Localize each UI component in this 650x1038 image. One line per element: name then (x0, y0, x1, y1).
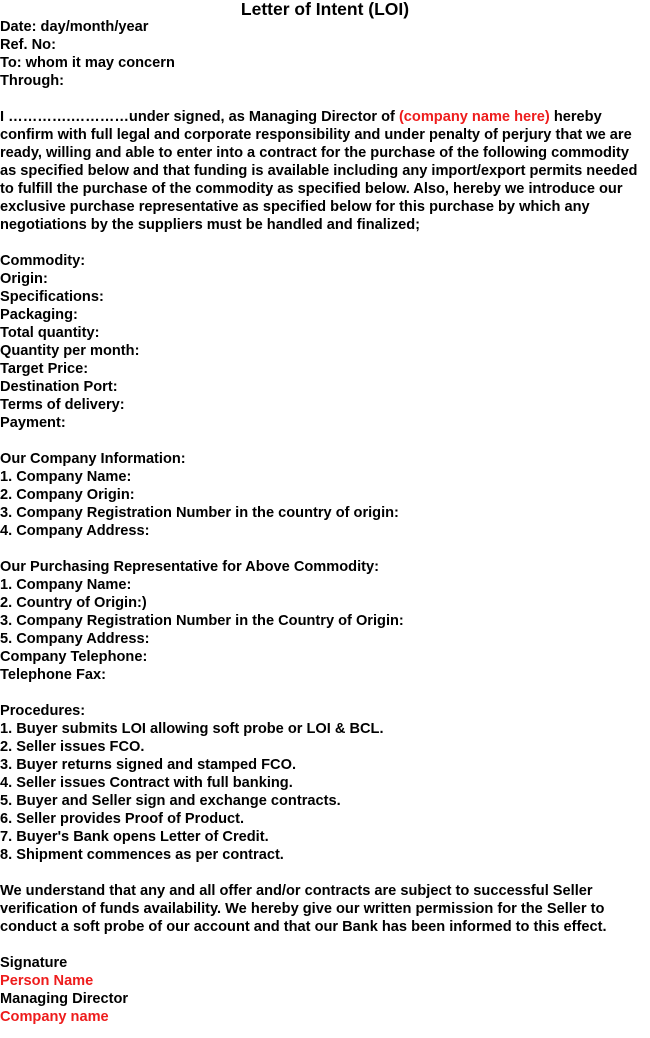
representative-heading: Our Purchasing Representative for Above Commodity: (0, 559, 379, 575)
field-quantity-per-month: Quantity per month: (0, 343, 140, 359)
company-name-placeholder: (company name here) (398, 109, 550, 125)
document-title: Letter of Intent (LOI) (240, 0, 410, 19)
spacer (0, 684, 650, 702)
field-target-price: Target Price: (0, 361, 89, 377)
spacer (0, 432, 650, 450)
company-info-item: 4. Company Address: (0, 523, 150, 539)
procedure-step: 7. Buyer's Bank opens Letter of Credit. (0, 829, 269, 845)
spacer (0, 234, 650, 252)
representative-item: Company Telephone: (0, 649, 148, 665)
representative-item: 5. Company Address: (0, 631, 150, 647)
spacer (0, 936, 650, 954)
company-info-item: 2. Company Origin: (0, 487, 135, 503)
company-info-item: 3. Company Registration Number in the country of origin: (0, 505, 399, 521)
field-total-quantity: Total quantity: (0, 325, 100, 341)
intro-post-text: hereby confirm with full legal and corporate responsibility and under penalty of perjury that we are ready, willing and able to enter into a contract for the purchase of the following commodity as specified below and that funding is available including any import/export permits needed to fulfill the purchase of the commodity as specified below. Also, hereby we introduce our exclusive purchase representative as specified below for this purchase by which any negotiations by the suppliers must be handled and finalized; (0, 109, 638, 233)
spacer (0, 90, 650, 108)
procedure-step: 3. Buyer returns signed and stamped FCO. (0, 757, 296, 773)
to-line: To: whom it may concern (0, 55, 175, 71)
company-info-section (0, 450, 650, 540)
date-line: Date: day/month/year (0, 19, 149, 35)
signer-role: Managing Director (0, 991, 129, 1007)
representative-item: Telephone Fax: (0, 667, 106, 683)
company-info-item: 1. Company Name: (0, 469, 132, 485)
procedure-step: 4. Seller issues Contract with full banking. (0, 775, 293, 791)
representative-item: 1. Company Name: (0, 577, 132, 593)
signature-label: Signature (0, 955, 68, 971)
commodity-fields (0, 252, 650, 432)
company-info-heading: Our Company Information: (0, 451, 186, 467)
field-origin: Origin: (0, 271, 48, 287)
spacer (0, 540, 650, 558)
procedure-step: 5. Buyer and Seller sign and exchange contracts. (0, 793, 341, 809)
procedure-step: 2. Seller issues FCO. (0, 739, 145, 755)
signature-block (0, 954, 650, 1026)
procedure-step: 1. Buyer submits LOI allowing soft probe or LOI & BCL. (0, 721, 384, 737)
field-terms-of-delivery: Terms of delivery: (0, 397, 125, 413)
field-payment: Payment: (0, 415, 66, 431)
representative-item: 2. Country of Origin:) (0, 595, 147, 611)
field-commodity: Commodity: (0, 253, 86, 269)
field-specifications: Specifications: (0, 289, 104, 305)
field-packaging: Packaging: (0, 307, 78, 323)
procedure-step: 6. Seller provides Proof of Product. (0, 811, 245, 827)
spacer (0, 864, 650, 882)
intro-paragraph (0, 108, 648, 234)
procedures-heading: Procedures: (0, 703, 86, 719)
closing-paragraph: We understand that any and all offer and/or contracts are subject to successful Seller verification of funds availability. We hereby give our written permission for the Seller to conduct a soft probe of our account and that our Bank has been informed to this effect. (0, 883, 607, 935)
through-line: Through: (0, 73, 65, 89)
signer-person-name: Person Name (0, 973, 94, 989)
ref-line: Ref. No: (0, 37, 56, 53)
intro-pre-text: I ………….…………under signed, as Managing Director of (0, 109, 399, 125)
procedure-step: 8. Shipment commences as per contract. (0, 847, 284, 863)
signer-company-name: Company name (0, 1009, 109, 1025)
field-destination-port: Destination Port: (0, 379, 118, 395)
representative-item: 3. Company Registration Number in the Country of Origin: (0, 613, 404, 629)
representative-section (0, 558, 650, 684)
procedures-section (0, 702, 650, 864)
header-block (0, 18, 650, 90)
